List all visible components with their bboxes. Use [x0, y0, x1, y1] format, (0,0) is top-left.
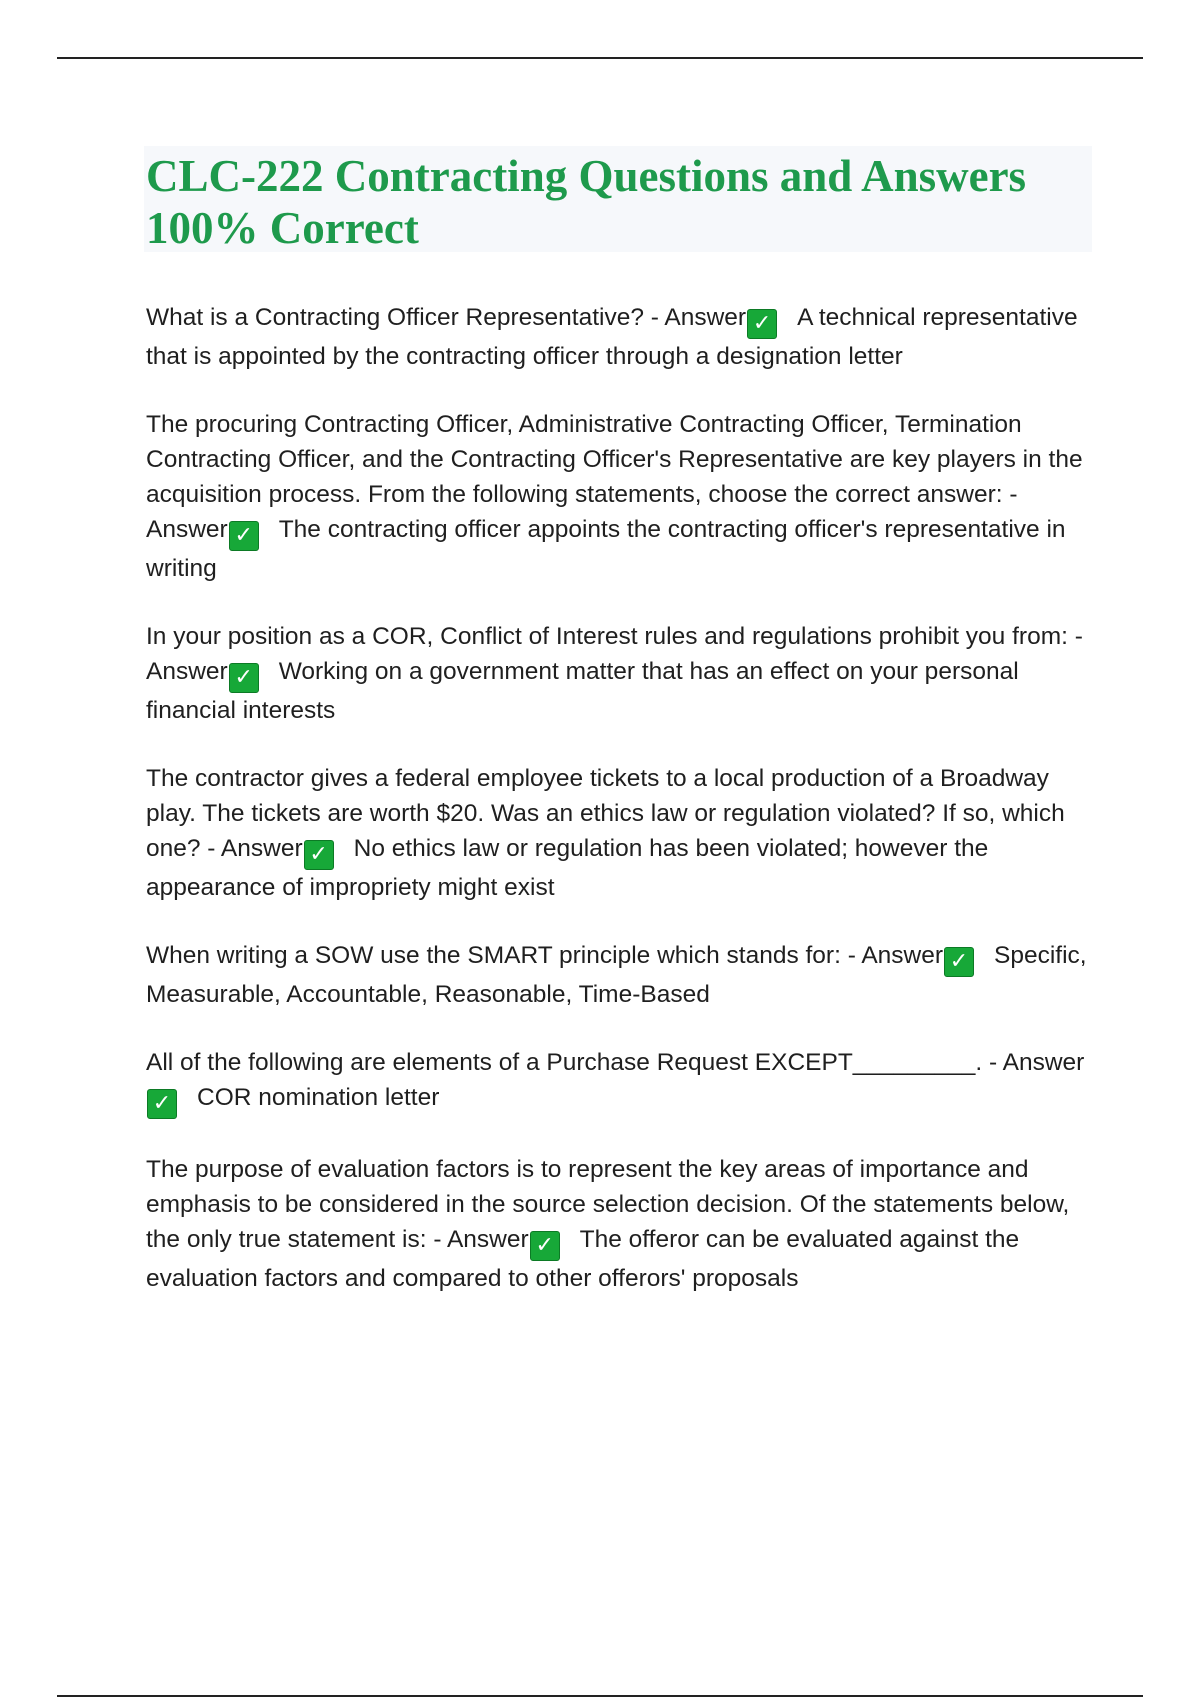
qa-item — [146, 407, 1096, 586]
checkmark-icon: ✓ — [147, 1089, 177, 1119]
bottom-divider — [57, 1695, 1143, 1697]
qa-item — [146, 300, 1096, 374]
checkmark-icon: ✓ — [747, 309, 777, 339]
checkmark-icon: ✓ — [229, 663, 259, 693]
qa-item — [146, 619, 1096, 728]
answer-text: The offeror can be evaluated against the evaluation factors and compared to other offerors' proposals — [146, 1226, 1020, 1292]
answer-text: The contracting officer appoints the contracting officer's representative in writing — [146, 516, 1066, 582]
checkmark-icon: ✓ — [530, 1231, 560, 1261]
qa-item — [146, 1152, 1096, 1296]
question-text: All of the following are elements of a Purchase Request EXCEPT_________. - Answer — [146, 1049, 1085, 1076]
answer-text: Working on a government matter that has an effect on your personal financial interests — [146, 658, 1019, 724]
qa-item — [146, 1045, 1096, 1119]
answer-text: COR nomination letter — [197, 1084, 440, 1111]
qa-item — [146, 938, 1096, 1012]
checkmark-icon: ✓ — [229, 521, 259, 551]
question-text: The contractor gives a federal employee tickets to a local production of a Broadway play. The tickets are worth $20. Was an ethics law or regulation violated? If so, which one? - Answer — [146, 765, 1065, 862]
question-text: The procuring Contracting Officer, Administrative Contracting Officer, Termination Contracting Officer, and the Contracting Officer's Representative are key players in the acquisition process. From the following statements, choose the correct answer: - Answer — [146, 411, 1083, 543]
question-text: What is a Contracting Officer Representative? - Answer — [146, 304, 747, 331]
checkmark-icon: ✓ — [304, 840, 334, 870]
answer-text: No ethics law or regulation has been violated; however the appearance of impropriety might exist — [146, 835, 989, 901]
page-title: CLC-222 Contracting Questions and Answers 100% Correct — [146, 151, 1027, 253]
answer-text: Specific, Measurable, Accountable, Reasonable, Time-Based — [146, 942, 1087, 1008]
question-text: When writing a SOW use the SMART principle which stands for: - Answer — [146, 942, 944, 969]
qa-item — [146, 761, 1096, 905]
title-banner — [144, 146, 1092, 252]
top-divider — [57, 57, 1143, 59]
qa-list — [146, 300, 1096, 1329]
question-text: In your position as a COR, Conflict of Interest rules and regulations prohibit you from: - Answer — [146, 623, 1083, 685]
checkmark-icon: ✓ — [944, 947, 974, 977]
answer-text: A technical representative that is appointed by the contracting officer through a designation letter — [146, 304, 1078, 370]
question-text: The purpose of evaluation factors is to represent the key areas of importance and emphasis to be considered in the source selection decision. Of the statements below, the only true statement is: - Answer — [146, 1156, 1070, 1253]
